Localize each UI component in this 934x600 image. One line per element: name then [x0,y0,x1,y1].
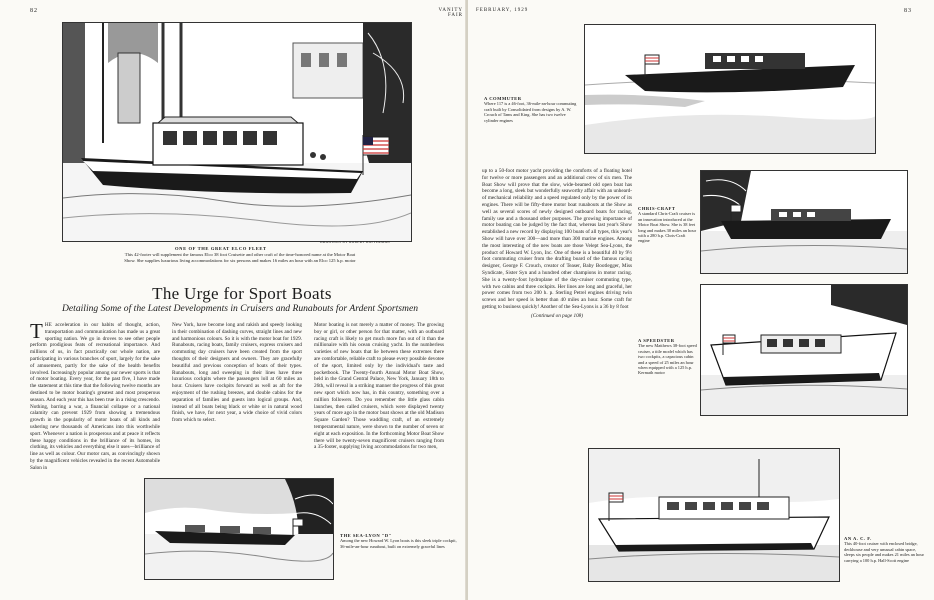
column-1-text: HE acceleration in our habits of thought, action, transportation and communication has made us a great sporting nation. We go in droves to see other people perform prodigious feats of recreational importance. And millions of us, in fact practically our whole nation, are participating in various branches of sport, largely for the sake of amusement, partly for the sake of the health benefits involved. Increasingly popular among our newer sports is that of motor boating. Every year, for the past five, I have made the statement at this time that the following twelve months are destined to be motor boating's greatest and most prosperous season. And each year this has been true in a rising crescendo. Nothing, barring a war, a financial collapse or a national calamity can prevent 1929 from showing a tremendous growth in the popularity of motor boats of all kinds and ushering new thousands of Americans into this worthwhile sport. Whenever a nation is prosperous and at peace it reflects these happy conditions in the brilliance of its homes, its clothing, its vehicles and everything else it uses—brilliance of line as well as colour. Our motor cars, as convincingly shown by the magnificent vehicles revealed in the recent Automobile Salon in [30,322,160,471]
speedster-caption [638,338,698,376]
acf-illustration [588,448,840,582]
speedster-illustration [700,284,908,416]
article-headline: The Urge for Sport Boats [152,284,332,303]
speedster-caption-text: The new Matthews 38-foot speed cruiser, a title model which has two cockpits, a capacious cabin and a speed of 25 miles an hour when equipped with a 125 h.p. Kermath motor [638,343,697,376]
issue-date: FEBRUARY, 1929 [476,8,529,13]
chriscraft-caption [638,206,698,244]
commuter-boat-drawing [585,25,875,153]
chriscraft-caption-title: CHRIS-CRAFT [638,206,676,211]
acf-boat-drawing [589,449,839,581]
article-column-1 [30,322,160,592]
speedster-caption-title: A SPEEDSTER [638,338,675,343]
elco-illustration [62,22,412,242]
acf-caption [844,536,924,563]
sealyon-caption-text: Among the new Howard W. Lyon boats is this sleek triple cockpit, 36-mile-an-hour runabout, built on extremely graceful lines [340,538,457,549]
article-column-2 [172,322,302,474]
continued-note: (Continued on page 108) [530,312,583,319]
sealyon-boat-drawing [145,479,333,579]
column-4-text: up to a 50-foot motor yacht providing the comforts of a floating hotel for twelve or more passengers and an additional crew of six men. The Boat Show will prove that the slow, wide-beamed old open boat has become a long, sleek but wonderfully seaworthy affair with an unheard-of mechanical reliability and a speed regulated only by the power of its engines. There will be fifty-three motor boat runabouts at the Show as well as several scores of newly designed outboard boats for racing, family use and a thousand other purposes. The growing importance of motor boating can be judged by the fact that, whereas last year's Show established a new record by displaying 100 boats of all types, this year's Show will have over 300—and more than 300 marine engines. Among the most interesting of the new boats are those Velept Sea-Lyons, the product of Howard W. Lyon, Inc. One of these is a beautiful 40 by 9½ foot commuting cruiser from the drafting board of the famous racing designer, George F. Crouch, creator of Teaser, Baby Bootlegger, Miss Syndicate, Sister Syn and a hundred other champions in motor racing. She is a twenty-foot hydroplane of the day-cruiser commuting type, with two cabins and three cockpits. Her lines are long and graceful, her power comes from two 200 h. p. Sterling Petrel engines driving twin screws and her speed is better than 40 miles an hour. Some craft for getting to business quickly! Another of the Sea-Lyons is a 36 by 8 foot [482,168,632,310]
page-number-left: 82 [30,8,38,14]
right-page [468,0,934,600]
column-2-text: New York, have become long and rakish and speedy looking in their combination of dashing curves, straight lines and new and harmonious colours. So it is with the motor boat for 1929. Runabouts, racing boats, family cruisers, express cruisers and commuting day cruisers have been created from the sport thoughts of their designers and owners. They are gracefully beautiful and previous conception of boats of their types. Runabouts, long and sweeping in their lines have three luxurious cockpits where the passengers loll at 60 miles an hour. Cruisers have cockpits forward as well as aft for the enjoyment of the rushing breezes, and double cabins for the separation of families and guests into logical groups. And, instead of all boats being black or white or in natural wood finish, we have, for next year, a wide choice of vivid colors from which to select. [172,322,302,424]
chriscraft-caption-text: A standard Chris-Craft cruiser is an innovation introduced at the Motor Boat Show. She is 38 feet long and makes 30 miles an hour with a 280 h.p. Chris-Craft engine [638,211,697,244]
page-number-right: 83 [904,8,912,14]
acf-caption-title: AN A. C. F. [844,536,872,541]
article-deck: Detailing Some of the Latest Developments in Cruisers and Runabouts for Ardent Sportsmen [61,303,418,314]
commuter-caption-title: A COMMUTER [484,96,522,101]
column-3-text: Motor boating is not merely a matter of money. The growing boy or girl, or other person for that matter, with an outboard racing craft is likely to get much more fun out of it than the millionaire with his ocean cruising yacht. In the numberless varieties of new boats that lie between these extremes there are comfortable, reliable craft to please every possible devotee of the sport, limited only by the individual's taste and pocketbook. The Twenty-fourth Annual Motor Boat Show, held in the Grand Central Palace, New York, January 18th to 26th, will reveal in a striking manner the progress of this great new sport which now has, in this country, something over a million followers. Do you remember the little glass cabin launches, then called cruisers, which were displayed twenty years of more ago in the motor boat shows at the old Madison Square Garden? Those waddling craft, of an extremely temperamental nature, were shown to the number of seven or eight at each exposition. In the forthcoming Motor Boat Show there will be twenty-seven magnificent cruisers ranging from a 35-footer, supplying living accommodations for two men, [314,322,444,451]
chriscraft-boat-drawing [701,171,907,273]
commuter-caption [484,96,580,123]
speedster-boat-drawing [701,285,907,415]
sealyon-caption-title: THE SEA-LYON "D" [340,533,392,538]
magazine-name: VANITY FAIR [438,8,463,18]
chriscraft-illustration [700,170,908,274]
elco-caption-text: This 42-footer will supplement the famous Elco 38 foot Cruisette and other craft of the time-honored name at the Motor Boat Show. She supplies luxurious living accommodations for six persons and makes 16 miles an hour with an Elco 125 h.p. motor [124,252,356,263]
acf-caption-text: This 40-foot cruiser with enclosed bridge, deckhouse and very unusual cabin space, sleeps six people and makes 21 miles an hour carrying a 100 h.p. Hall-Scott engine [844,541,924,563]
artist-credit: DRAWINGS BY ROBERT BATTERMAN [320,240,391,244]
commuter-illustration [584,24,876,154]
left-page [0,0,466,600]
elco-caption-title: ONE OF THE GREAT ELCO FLEET [175,246,267,251]
commuter-caption-text: Where 117 is a 46-foot, 36-mile-an-hour commuting craft built by Consolidated from designs by A. W. Crouch of Tams and King. She has two twelve cylinder engines [484,101,577,123]
dropcap: T [30,322,43,343]
sealyon-illustration [144,478,334,580]
sealyon-caption [340,533,462,549]
elco-boat-drawing [63,23,411,241]
